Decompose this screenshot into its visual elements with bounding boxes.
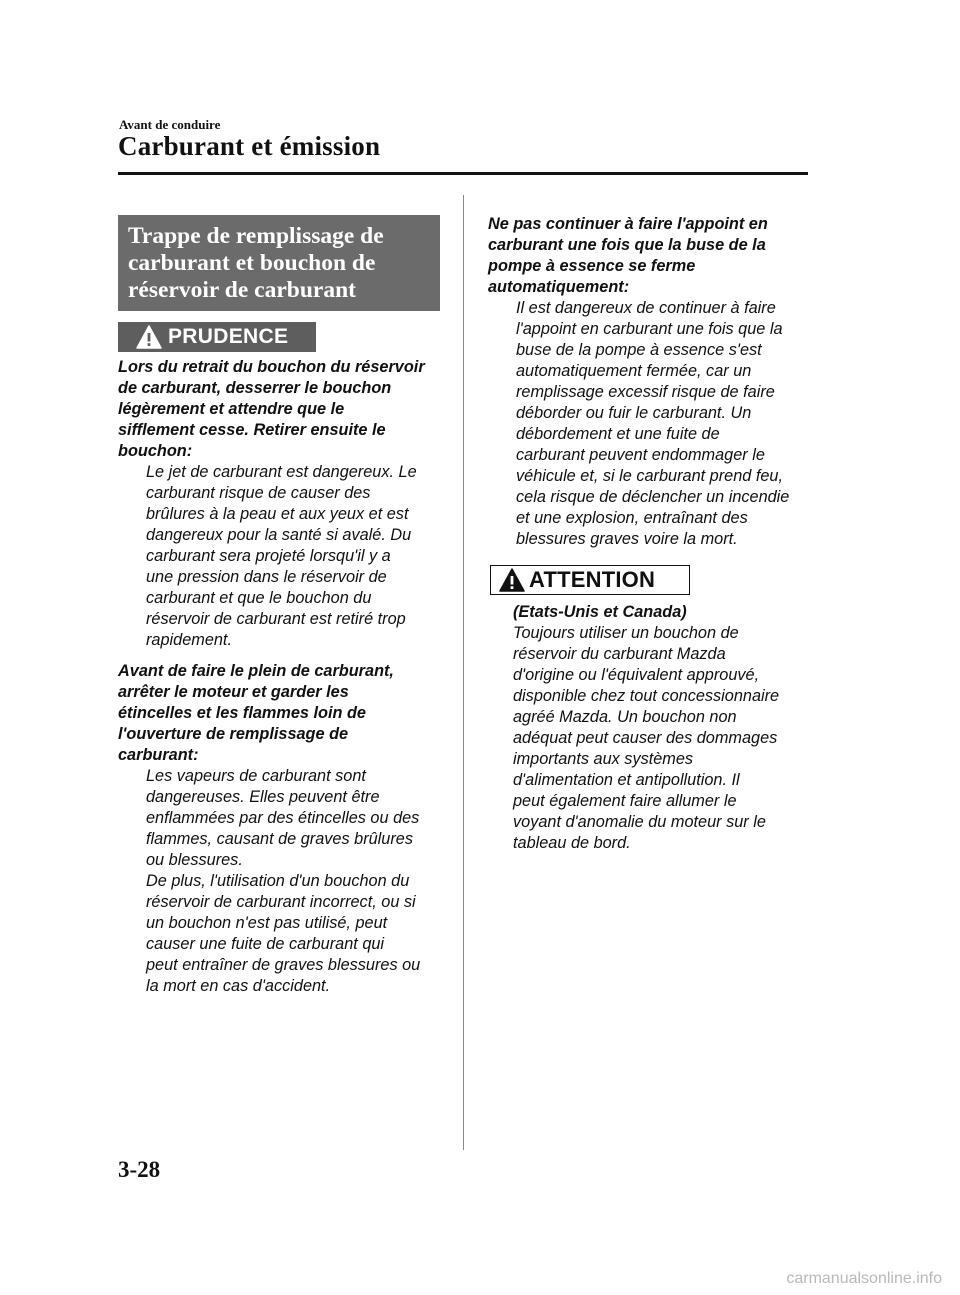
text-line: cela risque de déclencher un incendie	[516, 488, 790, 506]
text-line: l'ouverture de remplissage de	[118, 725, 349, 743]
text-line: et une explosion, entraînant des	[516, 509, 748, 527]
section-heading-line: réservoir de carburant	[128, 277, 356, 303]
attention-region: (Etats-Unis et Canada)	[513, 603, 687, 621]
warning1-lead	[118, 357, 458, 462]
text-line: bouchon:	[118, 442, 193, 460]
text-line: tableau de bord.	[513, 834, 631, 852]
text-line: Le jet de carburant est dangereux. Le	[146, 463, 417, 481]
text-line: de carburant, desserrer le bouchon	[118, 379, 392, 397]
page-number: 3-28	[118, 1157, 161, 1182]
text-line: d'origine ou l'équivalent approuvé,	[513, 666, 760, 684]
watermark: carmanualsonline.info	[786, 1270, 942, 1287]
warning3-body	[488, 298, 851, 550]
warning-triangle-icon	[136, 325, 162, 349]
text-line: carburant sera projeté lorsqu'il y a	[146, 547, 391, 565]
text-line: rapidement.	[146, 631, 232, 649]
text-line: véhicule et, si le carburant prend feu,	[516, 467, 783, 485]
text-line: buse de la pompe à essence s'est	[516, 341, 762, 359]
text-line: dangereuses. Elles peuvent être	[146, 788, 380, 806]
text-line: légèrement et attendre que le	[118, 400, 345, 418]
text-line: carburant:	[118, 746, 199, 764]
text-line: blessures graves voire la mort.	[516, 530, 738, 548]
text-line: réservoir de carburant incorrect, ou si	[146, 893, 416, 911]
text-line: causer une fuite de carburant qui	[146, 935, 385, 953]
text-line: disponible chez tout concessionnaire	[513, 687, 780, 705]
text-line: Ne pas continuer à faire l'appoint en	[488, 215, 768, 233]
text-line: voyant d'anomalie du moteur sur le	[513, 813, 766, 831]
text-line: d'alimentation et antipollution. Il	[513, 771, 740, 789]
text-line: sifflement cesse. Retirer ensuite le	[118, 421, 386, 439]
text-line: la mort en cas d'accident.	[146, 977, 331, 995]
text-line: réservoir du carburant Mazda	[513, 645, 726, 663]
prudence-label	[118, 322, 316, 352]
text-line: carburant et que le bouchon du	[146, 589, 372, 607]
attention-text	[513, 602, 823, 854]
warning2-body	[118, 766, 481, 997]
text-line: importants aux systèmes	[513, 750, 694, 768]
text-line: débordement et une fuite de	[516, 425, 720, 443]
warning-triangle-icon	[499, 568, 525, 592]
text-line: remplissage excessif risque de faire	[516, 383, 775, 401]
text-line: agréé Mazda. Un bouchon non	[513, 708, 737, 726]
text-line: De plus, l'utilisation d'un bouchon du	[146, 872, 410, 890]
warning1-body	[118, 462, 481, 651]
text-line: pompe à essence se ferme	[488, 257, 696, 275]
text-line: Toujours utiliser un bouchon de	[513, 624, 739, 642]
text-line: Lors du retrait du bouchon du réservoir	[118, 358, 425, 376]
text-line: carburant peuvent endommager le	[516, 446, 765, 464]
chapter-title: Carburant et émission	[118, 131, 381, 161]
prudence-label-text: PRUDENCE	[168, 325, 289, 348]
section-heading-line: carburant et bouchon de	[128, 250, 376, 276]
text-line: réservoir de carburant est retiré trop	[146, 610, 406, 628]
text-line: automatiquement fermée, car un	[516, 362, 752, 380]
text-line: un bouchon n'est pas utilisé, peut	[146, 914, 388, 932]
text-line: ou blessures.	[146, 851, 243, 869]
warning3-lead	[488, 214, 828, 298]
text-line: déborder ou fuir le carburant. Un	[516, 404, 752, 422]
text-line: brûlures à la peau et aux yeux et est	[146, 505, 409, 523]
text-line: arrêter le moteur et garder les	[118, 683, 349, 701]
text-line: dangereux pour la santé si avalé. Du	[146, 526, 412, 544]
running-section-title: Avant de conduire	[119, 117, 221, 132]
section-heading-line: Trappe de remplissage de	[128, 223, 384, 249]
section-heading	[118, 215, 440, 311]
text-line: étincelles et les flammes loin de	[118, 704, 366, 722]
text-line: enflammées par des étincelles ou des	[146, 809, 420, 827]
text-line: Les vapeurs de carburant sont	[146, 767, 366, 785]
text-line: une pression dans le réservoir de	[146, 568, 387, 586]
text-line: automatiquement:	[488, 278, 630, 296]
text-line: l'appoint en carburant une fois que la	[516, 320, 783, 338]
warning2-lead	[118, 661, 458, 766]
header-rule	[118, 172, 808, 175]
attention-label	[490, 565, 690, 595]
column-divider	[463, 195, 464, 1150]
text-line: adéquat peut causer des dommages	[513, 729, 778, 747]
attention-label-text: ATTENTION	[529, 567, 656, 592]
text-line: peut également faire allumer le	[513, 792, 737, 810]
text-line: Avant de faire le plein de carburant,	[118, 662, 394, 680]
text-line: flammes, causant de graves brûlures	[146, 830, 413, 848]
text-line: carburant risque de causer des	[146, 484, 371, 502]
text-line: peut entraîner de graves blessures ou	[146, 956, 421, 974]
text-line: carburant une fois que la buse de la	[488, 236, 766, 254]
text-line: Il est dangereux de continuer à faire	[516, 299, 776, 317]
